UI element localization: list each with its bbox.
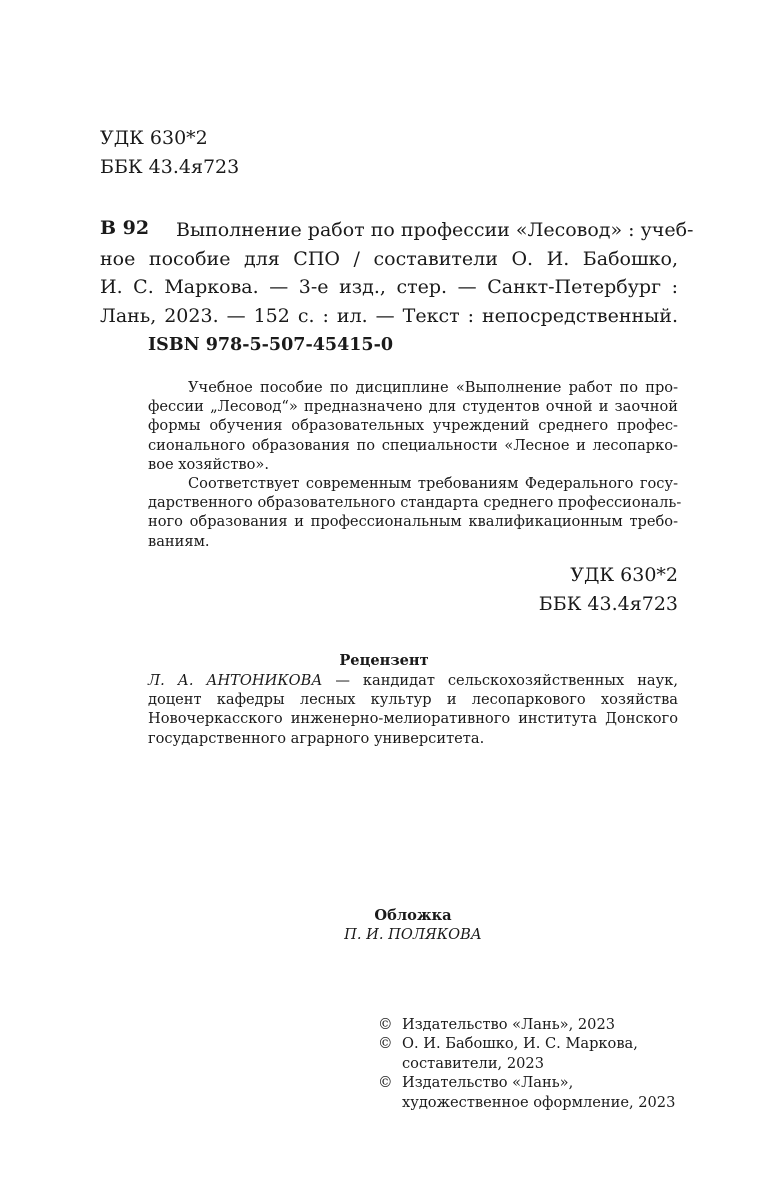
annotation-line: ного образования и профессиональным квалификационным требо- xyxy=(148,513,678,531)
cover-designer: П. И. ПОЛЯКОВА xyxy=(344,926,482,943)
annotation-line: Соответствует современным требованиям Федерального госу- xyxy=(188,475,678,493)
bbk-code: ББК 43.4я723 xyxy=(100,156,240,178)
reviewer-line-text: — кандидат сельскохозяйственных наук, xyxy=(322,672,678,689)
reviewer-heading: Рецензент xyxy=(339,652,429,669)
copyright-icon: © xyxy=(378,1016,393,1033)
entry-line: Выполнение работ по профессии «Лесовод» : учеб- xyxy=(176,219,694,241)
annotation-line: дарственного образовательного стандарта среднего профессиональ- xyxy=(148,494,682,512)
copyright-icon: © xyxy=(378,1035,393,1053)
annotation-line: фессии „Лесовод“» предназначено для студентов очной и заочной xyxy=(148,398,678,416)
udk-code-right: УДК 630*2 xyxy=(570,564,678,586)
annotation-line: ваниям. xyxy=(148,532,210,550)
copyright-text: художественное оформление, 2023 xyxy=(402,1093,676,1111)
annotation-line: сионального образования по специальности «Лесное и лесопарко- xyxy=(148,436,678,454)
reviewer-line: государственного аграрного университета. xyxy=(148,729,485,747)
entry-line: Лань, 2023. — 152 с. : ил. — Текст : непосредственный. xyxy=(100,305,678,328)
copyright-item xyxy=(378,1034,675,1073)
reviewer-line: доцент кафедры лесных культур и лесопаркового хозяйства xyxy=(148,691,678,709)
annotation-line: формы обучения образовательных учреждений среднего профес- xyxy=(148,417,678,435)
bbk-code-right: ББК 43.4я723 xyxy=(538,593,678,615)
reviewer-name: Л. А. АНТОНИКОВА xyxy=(148,672,323,689)
reviewer-line xyxy=(148,671,678,690)
annotation xyxy=(148,378,682,551)
annotation-line: вое хозяйство». xyxy=(148,455,270,473)
copyright-item xyxy=(378,1015,675,1034)
reviewer-block xyxy=(148,671,678,748)
copyright-icon: © xyxy=(378,1074,393,1092)
copyright-text: Издательство «Лань», 2023 xyxy=(402,1016,616,1033)
annotation-line: Учебное пособие по дисциплине «Выполнение работ по про- xyxy=(188,379,678,396)
cover-heading: Обложка xyxy=(374,907,452,924)
copyright-item xyxy=(378,1073,675,1112)
copyright-text: О. И. Бабошко, И. С. Маркова, xyxy=(402,1035,638,1053)
entry-line: ное пособие для СПО / составители О. И. Бабошко, xyxy=(100,247,678,270)
isbn: ISBN 978-5-507-45415-0 xyxy=(148,335,394,355)
bibliographic-entry xyxy=(100,216,694,331)
entry-line: И. С. Маркова. — 3-е изд., стер. — Санкт-Петербург : xyxy=(100,276,678,299)
copyright-block xyxy=(378,1015,675,1112)
udk-code: УДК 630*2 xyxy=(100,127,208,149)
reviewer-line: Новочеркасского инженерно-мелиоративного института Донского xyxy=(148,710,678,728)
copyright-text: составители, 2023 xyxy=(402,1054,544,1072)
author-sign: В 92 xyxy=(100,217,150,239)
copyright-text: Издательство «Лань», xyxy=(402,1074,574,1092)
